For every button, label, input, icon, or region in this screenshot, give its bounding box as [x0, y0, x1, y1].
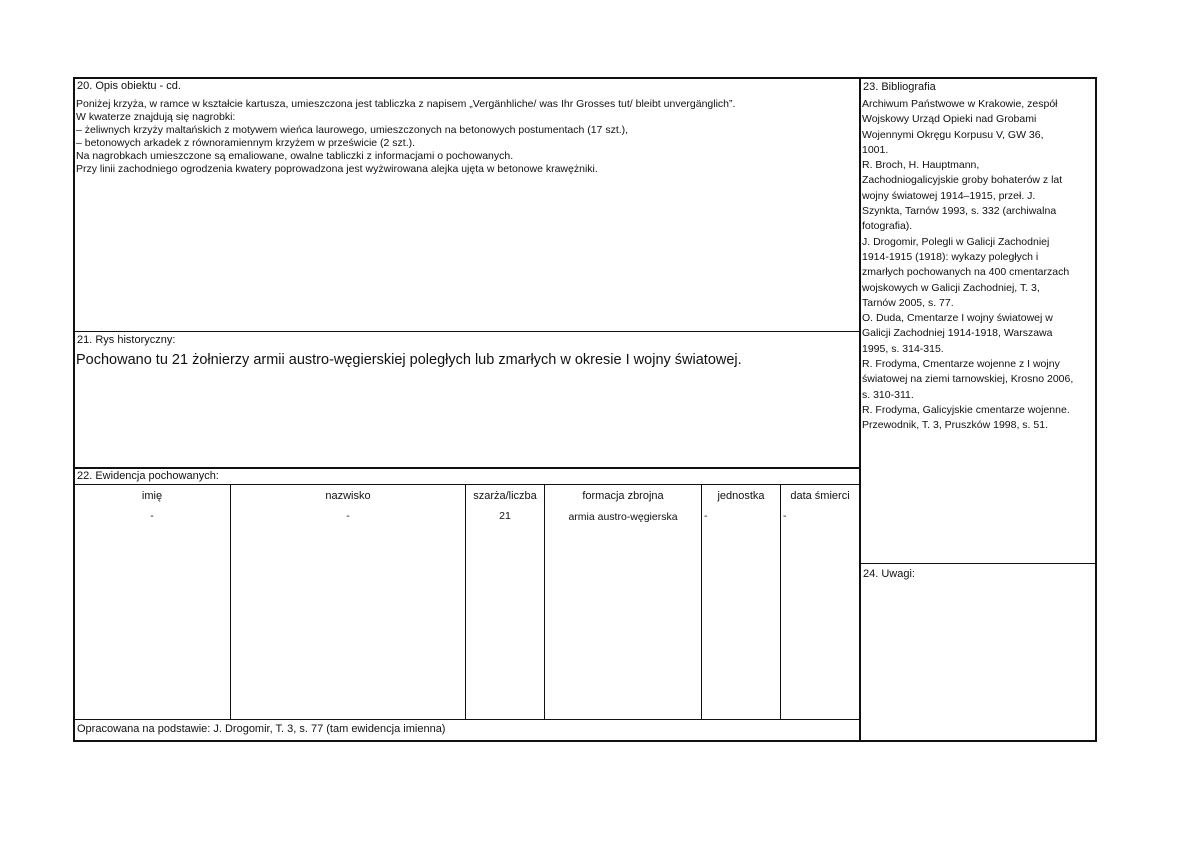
section-20-line: Na nagrobkach umieszczone są emaliowane, owalne tabliczki z informacjami o pochowanych.	[76, 150, 514, 162]
bibliography-line: zmarłych pochowanych na 400 cmentarzach	[862, 266, 1070, 279]
bibliography-line: Wojennymi Okręgu Korpusu V, GW 36,	[862, 128, 1044, 141]
header-jednostka: jednostka	[717, 490, 765, 502]
bibliography-line: J. Drogomir, Polegli w Galicji Zachodniej	[862, 235, 1050, 248]
section-20-line: Przy linii zachodniego ogrodzenia kwatery poprowadzona jest wyżwirowana alejka ujęta w betonowe krawężniki.	[76, 163, 598, 175]
bibliography-line: s. 310-311.	[862, 388, 914, 401]
divider-table-header	[73, 484, 860, 485]
bibliography-line: O. Duda, Cmentarze I wojny światowej w	[862, 312, 1053, 325]
section-20-line: W kwaterze znajdują się nagrobki:	[76, 111, 236, 123]
table-col-line	[780, 484, 781, 719]
bibliography-line: R. Frodyma, Cmentarze wojenne z I wojny	[862, 358, 1060, 371]
bibliography-line: Tarnów 2005, s. 77.	[862, 296, 954, 309]
section-20-line: – żeliwnych krzyży maltańskich z motywem wieńca laurowego, umieszczonych na betonowych postumentach (17 szt.),	[76, 124, 629, 136]
bibliography-line: wojny światowej 1914–1915, przeł. J.	[862, 189, 1036, 202]
section-22-footer: Opracowana na podstawie: J. Drogomir, T. 3, s. 77 (tam ewidencja imienna)	[77, 723, 446, 735]
bibliography-line: 1995, s. 314-315.	[862, 342, 944, 355]
header-imie: imię	[141, 490, 163, 502]
cell-data: -	[783, 510, 787, 522]
bibliography-line: Szynkta, Tarnów 1993, s. 332 (archiwalna	[862, 205, 1057, 218]
section-23-title: 23. Bibliografia	[863, 81, 936, 93]
bibliography-line: R. Broch, H. Hauptmann,	[862, 159, 980, 172]
divider-21-22	[73, 467, 860, 469]
cell-nazwisko: -	[346, 510, 350, 522]
section-22-title: 22. Ewidencja pochowanych:	[77, 470, 219, 482]
cell-szarza: 21	[499, 510, 511, 522]
bibliography-line: wojskowych w Galicji Zachodniej, T. 3,	[862, 281, 1040, 294]
section-24-title: 24. Uwagi:	[863, 568, 915, 580]
divider-23-24	[860, 563, 1097, 564]
section-20-line: Poniżej krzyża, w ramce w kształcie kartusza, umieszczona jest tabliczka z napisem „Vergänhliche/ was Ihr Grosses tut/ bleibt unvergänglich”.	[76, 98, 736, 110]
bibliography-line: 1914-1915 (1918): wykazy poległych i	[862, 250, 1039, 263]
section-20-title: 20. Opis obiektu - cd.	[77, 80, 181, 92]
bibliography-line: Wojskowy Urząd Opieki nad Grobami	[862, 113, 1037, 126]
bibliography-line: Archiwum Państwowe w Krakowie, zespół	[862, 98, 1058, 110]
bibliography-line: 1001.	[862, 143, 889, 156]
bibliography-list	[862, 97, 1095, 434]
section-21-text: Pochowano tu 21 żołnierzy armii austro-węgierskiej poległych lub zmarłych w okresie I wojny światowej.	[76, 352, 742, 368]
bibliography-line: Galicji Zachodniej 1914-1918, Warszawa	[862, 327, 1053, 340]
header-szarza: szarża/liczba	[473, 490, 537, 502]
section-20-line: – betonowych arkadek z równoramiennym krzyżem w prześwicie (2 szt.).	[76, 137, 416, 149]
bibliography-line: Przewodnik, T. 3, Pruszków 1998, s. 51.	[862, 419, 1048, 432]
table-col-line	[701, 484, 702, 719]
cell-formacja: armia austro-węgierska	[568, 511, 678, 523]
bibliography-line: Zachodniogalicyjskie groby bohaterów z lat	[862, 174, 1063, 187]
cell-jednostka: -	[704, 510, 708, 522]
section-20-body	[76, 98, 735, 176]
header-data: data śmierci	[790, 490, 850, 502]
header-formacja: formacja zbrojna	[582, 490, 664, 502]
cell-imie: -	[150, 510, 154, 522]
bibliography-line: światowej na ziemi tarnowskiej, Krosno 2006,	[862, 373, 1074, 386]
column-divider	[859, 77, 861, 742]
header-nazwisko: nazwisko	[325, 490, 371, 502]
section-21-title: 21. Rys historyczny:	[77, 334, 176, 346]
bibliography-line: fotografia).	[862, 220, 913, 233]
bibliography-line: R. Frodyma, Galicyjskie cmentarze wojenne.	[862, 403, 1070, 416]
divider-20-21	[73, 331, 860, 332]
divider-table-footer	[73, 719, 860, 720]
